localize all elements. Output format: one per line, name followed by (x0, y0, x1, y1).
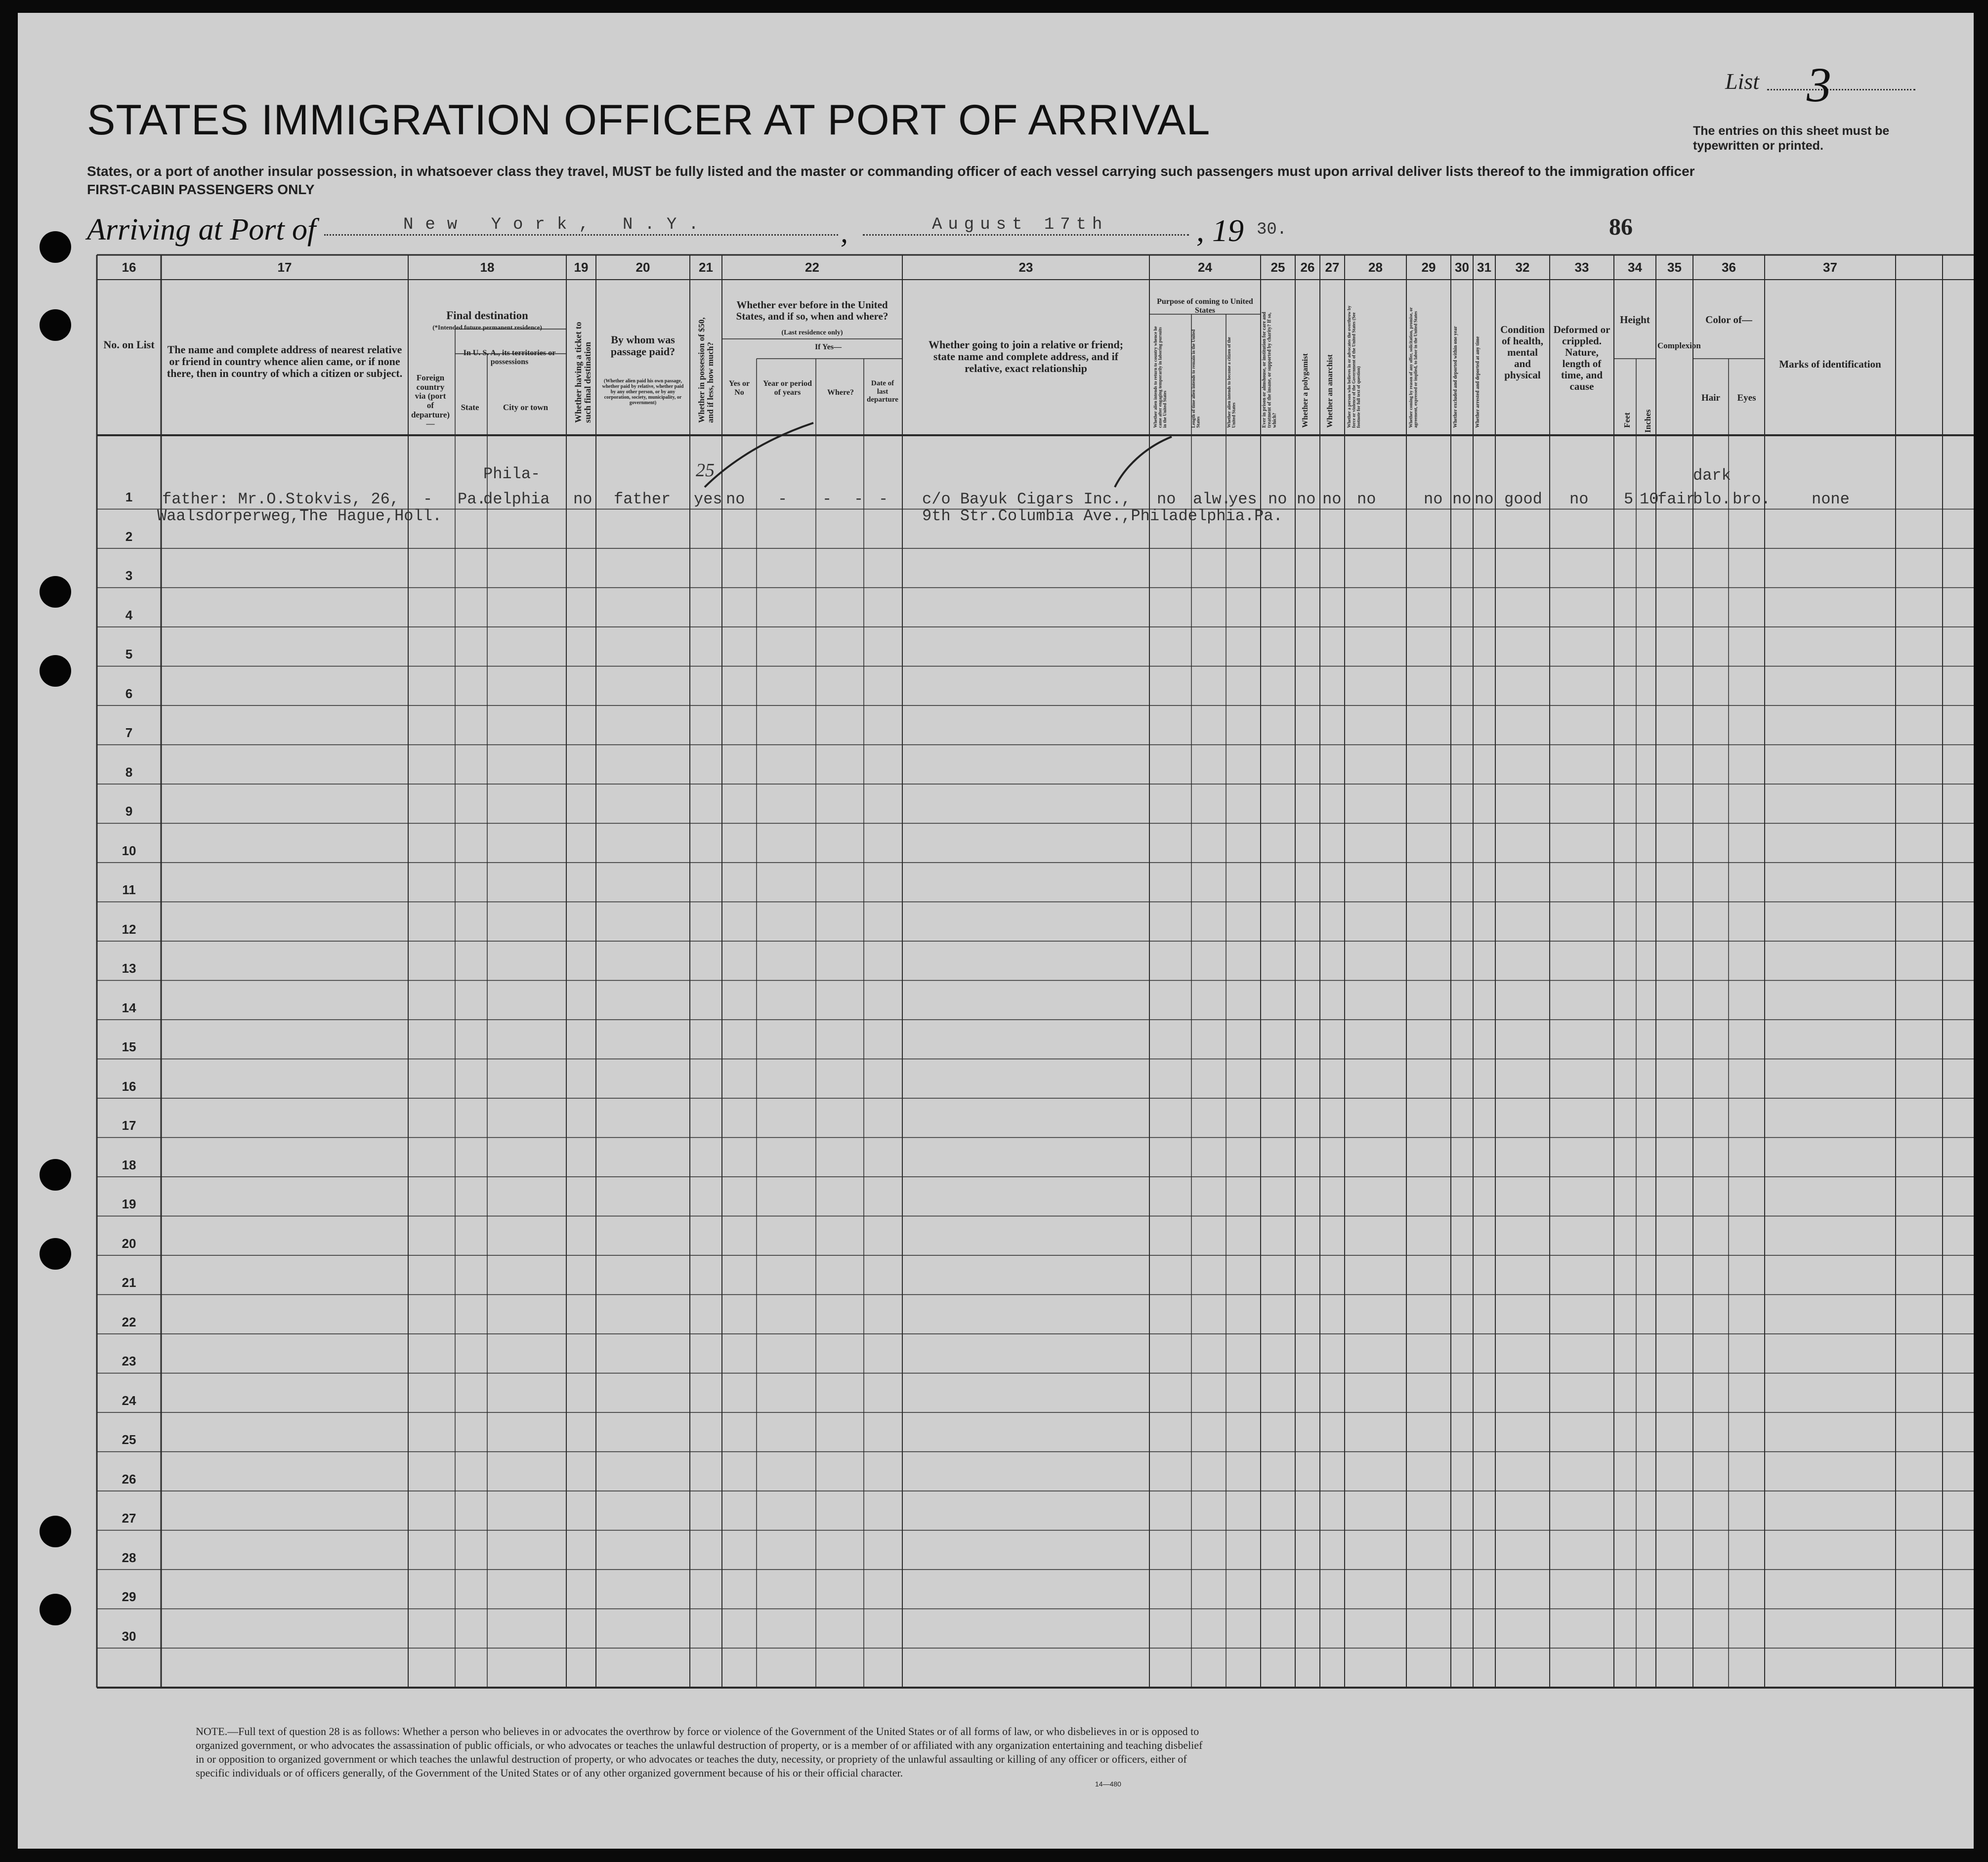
header-purpose: Purpose of coming to United States (1157, 297, 1253, 315)
punch-hole (40, 655, 71, 687)
colnum-16: 16 (122, 260, 136, 275)
colnum-31: 31 (1477, 260, 1491, 275)
header-passage-paid-sub: (Whether alien paid his own passage, whether paid by relative, whether paid by any other person, or by any corporation, society, municipality, or government) (602, 378, 684, 406)
row-number: 18 (122, 1157, 136, 1172)
header-return-intent: Whether alien intends to return to country whence he came after engaging temporarily in laboring pursuits in the United States (1153, 326, 1167, 428)
header-ticket: Whether having a ticket to such final destination (573, 322, 592, 423)
row-number: 27 (122, 1511, 136, 1526)
entry-hair-line1: dark (1693, 466, 1731, 485)
year-prefix: , 19 (1196, 213, 1244, 248)
header-city: City or town (503, 403, 549, 412)
row-number: 1 (125, 490, 133, 504)
row-number: 12 (122, 921, 136, 937)
form-code: 14—480 (1095, 1780, 1121, 1788)
punch-hole (40, 231, 71, 263)
colnum-34: 34 (1628, 260, 1642, 275)
row-number: 14 (122, 1000, 136, 1015)
manifest-sheet (18, 13, 1974, 1849)
entry-eyes: bro. (1733, 490, 1771, 508)
entry-arrested: no (1475, 490, 1494, 508)
header-final-destination: Final destination (446, 309, 528, 322)
header-last-departure: Date of last departure (867, 379, 898, 404)
intro-text: States, or a port of another insular possession, in whatsoever class they travel, MUST be fully listed and the master or commanding officer of each vessel carrying such passengers must upon arrival deliver lists thereof to the immigration officer (87, 164, 1695, 179)
entry-prison: no (1268, 490, 1287, 508)
entries-note: The entries on this sheet must be typewritten or printed. (1693, 124, 1890, 153)
header-prison: Ever in prison or almshouse, or institution for care and treatment of the insane, or supported by charity? If so, which? (1262, 312, 1277, 428)
list-label: List (1725, 69, 1760, 94)
colnum-27: 27 (1325, 260, 1340, 275)
header-no-on-list: No. on List (103, 338, 155, 351)
row-number: 7 (125, 725, 133, 740)
header-state: State (461, 403, 479, 412)
row-number: 3 (125, 568, 133, 583)
entry-paid-by: father (614, 490, 671, 508)
row-number: 21 (122, 1275, 136, 1290)
entry-fifty-note: 25 (696, 460, 715, 481)
entry-join-line2: 9th Str.Columbia Ave.,Philadelphia.Pa. (922, 507, 1283, 525)
date-line (863, 234, 1189, 236)
row-number: 2 (125, 529, 133, 544)
entry-return: no (1157, 490, 1176, 508)
row-number: 20 (122, 1236, 136, 1251)
entry-before-yesno: no (726, 490, 745, 508)
header-eyes: Eyes (1737, 393, 1756, 403)
row-number: 13 (122, 961, 136, 976)
header-health: Condition of health, mental and physical (1500, 324, 1545, 381)
header-arrested: Whether arrested and deported at any time (1475, 336, 1480, 428)
entry-deformed: no (1569, 490, 1589, 508)
colnum-32: 32 (1515, 260, 1530, 275)
header-height: Height (1620, 314, 1650, 326)
row-number: 24 (122, 1393, 136, 1408)
colnum-20: 20 (635, 260, 650, 275)
row-number: 4 (125, 607, 133, 622)
row-number: 30 (122, 1628, 136, 1644)
row-number: 19 (122, 1197, 136, 1211)
colnum-29: 29 (1421, 260, 1436, 275)
entry-complexion: fair (1657, 490, 1695, 508)
footnote: NOTE.—Full text of question 28 is as follows: Whether a person who believes in or advocates the overthrow by force or violence of the Government of the United States or of all forms of law, or who disbelieves in or is opposed to organized government, or who advocates the assassination of public officials, or who advocates or teaches the unlawful destruction of property, or is a member of or affiliated with any organization entertaining and teaching disbelief in or opposition to organized government or which teaches the unlawful destruction of property, or who advocates or teaches the duty, necessity, or propriety of the unlawful assaulting or killing of any officer or officers, either of specific individuals or of officers generally, of the Government of the United States or of any other organized government because of his or their official character. (196, 1725, 1203, 1779)
entry-ticket: no (573, 490, 592, 508)
row-number: 6 (125, 686, 133, 701)
row-number: 8 (125, 764, 133, 780)
entry-polygamist: no (1297, 490, 1316, 508)
colnum-21: 21 (699, 260, 713, 275)
header-yes-or-no: Yes or No (728, 379, 750, 397)
header-excluded: Whether excluded and deported within one year (1453, 326, 1458, 428)
row-number: 11 (122, 882, 136, 897)
entry-labor-offer: no (1424, 490, 1443, 508)
entry-state: Pa. (458, 490, 486, 508)
colnum-36: 36 (1722, 260, 1736, 275)
entry-before-where2: - (854, 490, 864, 508)
list-line (1767, 89, 1915, 90)
header-polygamist: Whether a polygamist (1301, 353, 1310, 428)
entry-city-line2: delphia (483, 490, 550, 508)
entry-citizen: yes (1228, 490, 1257, 508)
entry-overthrow: no (1357, 490, 1376, 508)
colnum-28: 28 (1368, 260, 1383, 275)
check-mark (1110, 433, 1174, 492)
colnum-25: 25 (1270, 260, 1285, 275)
colnum-30: 30 (1455, 260, 1469, 275)
row-number: 16 (122, 1078, 136, 1094)
header-inches: Inches (1643, 409, 1652, 433)
colnum-37: 37 (1823, 260, 1837, 275)
row-number: 15 (122, 1039, 136, 1054)
list-number: 3 (1807, 57, 1831, 112)
colnum-22: 22 (805, 260, 819, 275)
row-number: 25 (122, 1432, 136, 1447)
header-final-destination-sub: (*Intended future permanent residence) (432, 324, 542, 331)
header-last-residence: (Last residence only) (781, 329, 843, 336)
row-number: 28 (122, 1550, 136, 1565)
arriving-label: Arriving at Port of (87, 213, 316, 247)
date-value: August 17th (932, 215, 1108, 234)
entry-city-line1: Phila- (483, 465, 541, 483)
header-join-relative: Whether going to join a relative or friend; state name and complete address, and if relative, exact relationship (928, 338, 1124, 375)
header-passage-paid: By whom was passage paid? (610, 333, 676, 358)
punch-hole (40, 1594, 71, 1625)
header-foreign-country: Foreign country via (port of departure)— (411, 373, 450, 429)
first-cabin-label: FIRST-CABIN PASSENGERS ONLY (87, 182, 315, 197)
sheet-number: 86 (1609, 214, 1633, 240)
header-citizen-intent: Whether alien intends to become a citizen of the United States (1227, 337, 1236, 428)
entry-fifty: yes (694, 490, 722, 508)
entry-foreign: - (423, 490, 433, 508)
colnum-18: 18 (480, 260, 495, 275)
entry-before-years: - (778, 490, 788, 508)
header-hair: Hair (1701, 393, 1720, 403)
header-complexion: Complexion (1657, 341, 1701, 350)
entry-length: alw. (1193, 490, 1231, 508)
entry-before-date: - (879, 490, 888, 508)
colnum-35: 35 (1667, 260, 1682, 275)
row-number: 23 (122, 1354, 136, 1368)
check-mark (700, 418, 818, 492)
entry-health: good (1504, 490, 1542, 508)
colnum-17: 17 (277, 260, 292, 275)
row-number: 5 (125, 647, 133, 662)
entry-feet: 5 (1624, 490, 1634, 508)
row-number: 17 (122, 1118, 136, 1133)
colnum-26: 26 (1300, 260, 1315, 275)
port-line (324, 234, 838, 236)
header-anarchist: Whether an anarchist (1326, 354, 1334, 428)
entry-before-where: - (822, 490, 832, 508)
header-fifty-dollars: Whether in possession of $50, and if less, how much? (697, 317, 715, 423)
year-suffix: 30. (1257, 220, 1287, 239)
header-marks: Marks of identification (1779, 358, 1881, 370)
header-length-of-stay: Length of time alien intends to remain in the United States (1191, 329, 1201, 428)
entry-relative-line2: Waalsdorperweg,The Hague,Holl. (157, 507, 442, 525)
port-value: New York, N.Y. (403, 215, 711, 234)
entry-excluded: no (1452, 490, 1472, 508)
row-number: 29 (122, 1589, 136, 1604)
entry-hair-line2: blo. (1693, 490, 1731, 508)
row-number: 10 (122, 843, 136, 858)
colnum-19: 19 (574, 260, 589, 275)
header-if-yes: If Yes— (814, 343, 842, 351)
header-deformed: Deformed or crippled. Nature, length of time, and cause (1553, 324, 1610, 393)
year-prefix-value: 19 (1212, 213, 1244, 248)
punch-hole (40, 309, 71, 341)
header-period-years: Year or period of years (763, 379, 812, 397)
entry-join-line1: c/o Bayuk Cigars Inc., (922, 490, 1131, 508)
header-ever-before: Whether ever before in the United States, and if so, when and where? (736, 299, 888, 323)
entry-inches: 10 (1640, 490, 1659, 508)
punch-hole (40, 1159, 71, 1191)
header-labor-offer: Whether coming by reason of any offer, solicitation, promise, or agreement, expressed or implied, to labor in the United States (1408, 307, 1418, 428)
entry-marks: none (1812, 490, 1850, 508)
comma: , (841, 216, 848, 248)
punch-hole (40, 576, 71, 608)
entry-anarchist: no (1322, 490, 1342, 508)
colnum-23: 23 (1018, 260, 1033, 275)
row-number: 26 (122, 1471, 136, 1487)
row-number: 22 (122, 1314, 136, 1329)
header-overthrow: Whether a person who believes in or advocates the overthrow by force or violence of the Government of the United States (See footnote for full text of question) (1347, 305, 1361, 428)
header-relative-address: The name and complete address of nearest relative or friend in country whence alien came, or if none there, then in country of which a citizen or subject. (167, 343, 403, 380)
page-title: STATES IMMIGRATION OFFICER AT PORT OF ARRIVAL (87, 96, 1211, 144)
header-in-usa: In U. S. A., its territories or possessions (463, 349, 556, 366)
row-number: 9 (125, 804, 133, 819)
colnum-24: 24 (1198, 260, 1212, 275)
table-grid (18, 13, 1974, 1849)
colnum-33: 33 (1574, 260, 1589, 275)
punch-hole (40, 1516, 71, 1547)
punch-hole (40, 1238, 71, 1270)
header-feet: Feet (1622, 412, 1632, 428)
header-where: Where? (827, 388, 854, 397)
entry-relative-line1: father: Mr.O.Stokvis, 26, (162, 490, 400, 508)
header-color-of: Color of— (1705, 314, 1752, 326)
